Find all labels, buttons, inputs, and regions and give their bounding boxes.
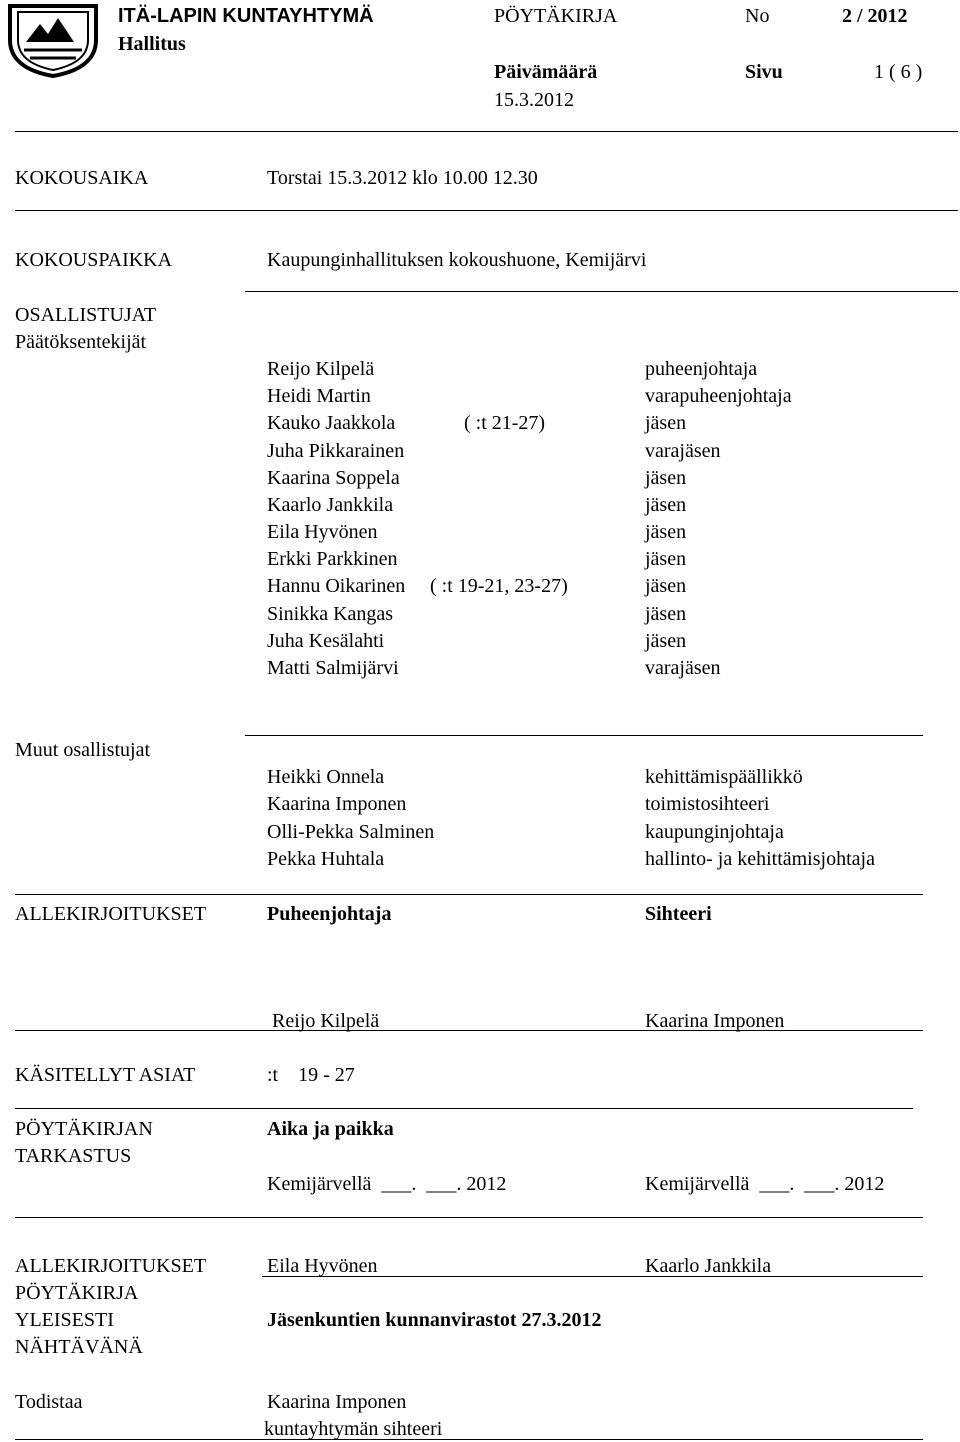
meeting-time-label: KOKOUSAIKA bbox=[15, 167, 149, 189]
chair-label: Puheenjohtaja bbox=[267, 903, 392, 925]
page-value: 1 ( 6 ) bbox=[874, 61, 923, 83]
date-value: 15.3.2012 bbox=[494, 89, 574, 111]
member-name: Juha Kesälahti bbox=[267, 630, 385, 652]
member-role: jäsen bbox=[645, 603, 687, 625]
signatures-label: ALLEKIRJOITUKSET bbox=[15, 903, 207, 925]
divider bbox=[15, 1439, 923, 1440]
organization-name: ITÄ-LAPIN KUNTAYHTYMÄ bbox=[118, 5, 374, 27]
secretary-name: Kaarina Imponen bbox=[645, 1010, 785, 1032]
meeting-place-value: Kaupunginhallituksen kokoushuone, Kemijärvi bbox=[267, 249, 647, 271]
divider bbox=[15, 210, 958, 211]
items-label: KÄSITELLYT ASIAT bbox=[15, 1064, 196, 1086]
public-display-label: PÖYTÄKIRJA bbox=[15, 1282, 139, 1304]
member-attendance-note: ( :t 19-21, 23-27) bbox=[430, 575, 568, 597]
meeting-time-value: Torstai 15.3.2012 klo 10.00 12.30 bbox=[267, 167, 538, 189]
member-name: Kaarina Soppela bbox=[267, 467, 400, 489]
member-role: varajäsen bbox=[645, 657, 721, 679]
divider bbox=[15, 1217, 923, 1218]
other-participant-role: kehittämispäällikkö bbox=[645, 766, 803, 788]
governing-body: Hallitus bbox=[118, 33, 186, 55]
decision-makers-label: Päätöksentekijät bbox=[15, 331, 147, 353]
other-participant-name: Pekka Huhtala bbox=[267, 848, 385, 870]
other-participants-label: Muut osallistujat bbox=[15, 739, 150, 761]
review-signatures-label: ALLEKIRJOITUKSET bbox=[15, 1255, 207, 1277]
divider bbox=[15, 131, 958, 132]
member-name: Kaarlo Jankkila bbox=[267, 494, 394, 516]
public-display-label-continued: NÄHTÄVÄNÄ bbox=[15, 1336, 143, 1358]
review-place-right: Kemijärvellä ___. ___. 2012 bbox=[645, 1173, 885, 1195]
secretary-label: Sihteeri bbox=[645, 903, 712, 925]
other-participant-name: Heikki Onnela bbox=[267, 766, 385, 788]
member-name: Heidi Martin bbox=[267, 385, 371, 407]
member-role: puheenjohtaja bbox=[645, 358, 758, 380]
member-name: Matti Salmijärvi bbox=[267, 657, 399, 679]
chair-name: Reijo Kilpelä bbox=[272, 1010, 380, 1032]
participants-label: OSALLISTUJAT bbox=[15, 304, 157, 326]
document-type: PÖYTÄKIRJA bbox=[494, 5, 618, 27]
member-role: varajäsen bbox=[645, 440, 721, 462]
items-value: :t 19 - 27 bbox=[262, 1064, 355, 1086]
other-participant-name: Kaarina Imponen bbox=[267, 793, 407, 815]
other-participant-role: kaupunginjohtaja bbox=[645, 821, 784, 843]
other-participant-role: hallinto- ja kehittämisjohtaja bbox=[645, 848, 875, 870]
certifier-name: Kaarina Imponen bbox=[267, 1391, 407, 1413]
member-name: Sinikka Kangas bbox=[267, 603, 394, 625]
meeting-place-label: KOKOUSPAIKKA bbox=[15, 249, 173, 271]
public-display-value: Jäsenkuntien kunnanvirastot 27.3.2012 bbox=[267, 1309, 602, 1331]
divider bbox=[15, 894, 923, 895]
review-label: PÖYTÄKIRJAN bbox=[15, 1118, 153, 1140]
signature-line bbox=[15, 1030, 923, 1031]
public-display-label-continued: YLEISESTI bbox=[15, 1309, 114, 1331]
member-role: jäsen bbox=[645, 630, 687, 652]
member-name: Juha Pikkarainen bbox=[267, 440, 405, 462]
member-attendance-note: ( :t 21-27) bbox=[464, 412, 546, 434]
review-label-continued: TARKASTUS bbox=[15, 1145, 132, 1167]
review-place-left: Kemijärvellä ___. ___. 2012 bbox=[267, 1173, 507, 1195]
member-role: jäsen bbox=[645, 548, 687, 570]
member-role: jäsen bbox=[645, 467, 687, 489]
review-heading: Aika ja paikka bbox=[267, 1118, 394, 1140]
divider bbox=[245, 291, 958, 292]
certifier-title: kuntayhtymän sihteeri bbox=[264, 1418, 443, 1440]
divider bbox=[245, 735, 923, 736]
member-name: Reijo Kilpelä bbox=[267, 358, 375, 380]
certify-label: Todistaa bbox=[15, 1391, 83, 1413]
other-participant-name: Olli-Pekka Salminen bbox=[267, 821, 435, 843]
number-label: No bbox=[745, 5, 770, 27]
member-role: jäsen bbox=[645, 494, 687, 516]
reviewer-right-name: Kaarlo Jankkila bbox=[645, 1255, 772, 1277]
divider bbox=[15, 1108, 913, 1109]
member-name: Kauko Jaakkola bbox=[267, 412, 396, 434]
other-participant-role: toimistosihteeri bbox=[645, 793, 770, 815]
member-name: Erkki Parkkinen bbox=[267, 548, 398, 570]
date-label: Päivämäärä bbox=[494, 61, 598, 83]
member-role: jäsen bbox=[645, 575, 687, 597]
member-name: Eila Hyvönen bbox=[267, 521, 378, 543]
member-role: jäsen bbox=[645, 412, 687, 434]
member-role: jäsen bbox=[645, 521, 687, 543]
page-label: Sivu bbox=[745, 61, 783, 83]
member-role: varapuheenjohtaja bbox=[645, 385, 792, 407]
signature-line bbox=[262, 1276, 923, 1277]
number-value: 2 / 2012 bbox=[842, 5, 908, 27]
reviewer-left-name: Eila Hyvönen bbox=[267, 1255, 378, 1277]
organization-logo bbox=[2, 0, 104, 78]
member-name: Hannu Oikarinen bbox=[267, 575, 406, 597]
